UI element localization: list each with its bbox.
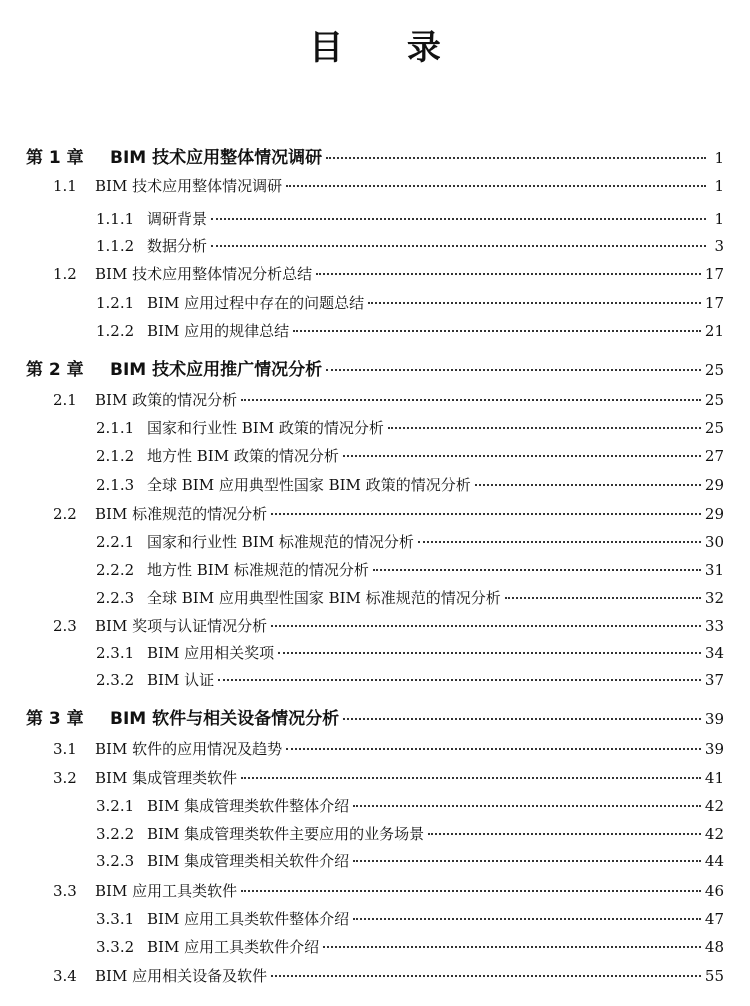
toc-entry-title: BIM 集成管理类软件主要应用的业务场景 [147,824,425,843]
toc-entry-number: 3.2.1 [96,797,135,815]
toc-subsection[interactable] [0,232,724,260]
toc-entry-page: 17 [704,265,724,283]
toc-entry-number: 2.1.3 [96,475,135,494]
toc-entry-title: 全球 BIM 应用典型性国家 BIM 政策的情况分析 [147,475,471,494]
dot-leader [278,652,701,654]
toc-entry-page: 1 [714,209,724,228]
dot-leader [326,369,701,371]
toc-entry-number: 第 2 章 [26,360,84,380]
toc-entry-number: 3.1 [53,740,77,758]
dot-leader [353,860,701,862]
toc-entry-number: 第 1 章 [26,148,84,168]
dot-leader [271,975,701,977]
toc-entry-title: BIM 集成管理类软件 [95,768,238,787]
toc-subsection[interactable] [0,471,724,499]
toc-entry-page: 29 [704,504,724,523]
dot-leader [316,273,701,275]
toc-entry-page: 25 [704,391,724,409]
toc-section[interactable] [0,260,724,288]
toc-entry-number: 3.2 [53,768,77,787]
dot-leader [343,718,701,720]
toc-entry-number: 1.2 [53,265,77,283]
toc-chapter[interactable] [0,144,724,172]
dot-leader [388,427,701,429]
toc-entry-page: 48 [704,938,724,956]
toc-entry-number: 2.2.2 [96,561,135,579]
toc-entry-number: 2.1.1 [96,419,135,437]
toc-entry-title: BIM 技术应用整体情况调研 [95,176,283,195]
toc-entry-page: 47 [704,910,724,928]
toc-subsection[interactable] [0,584,724,612]
toc-entry-title: BIM 软件的应用情况及趋势 [95,740,283,758]
dot-leader [323,946,701,948]
toc-section[interactable] [0,962,724,990]
toc-entry-title: BIM 应用相关设备及软件 [95,967,268,985]
toc-entry-page: 34 [704,643,724,662]
toc-entry-title: BIM 应用工具类软件 [95,881,238,900]
page-title: 目 录 [309,28,467,68]
dot-leader [418,541,701,543]
dot-leader [241,890,701,892]
toc-entry-page: 25 [704,361,724,379]
dot-leader [475,484,701,486]
dot-leader [326,157,706,159]
dot-leader [211,218,706,220]
dot-leader [505,597,701,599]
toc-entry-title: BIM 集成管理类相关软件介绍 [147,852,350,870]
toc-entry-page: 32 [704,589,724,607]
toc-subsection[interactable] [0,905,724,933]
toc-entry-title: BIM 政策的情况分析 [95,391,238,409]
toc-entry-number: 1.2.2 [96,321,135,340]
toc-entry-title: BIM 应用的规律总结 [147,321,290,340]
toc-entry-title: BIM 技术应用推广情况分析 [110,360,323,380]
toc-entry-title: 国家和行业性 BIM 标准规范的情况分析 [147,533,414,551]
toc-subsection[interactable] [0,820,724,848]
toc-entry-page: 42 [704,797,724,815]
dot-leader [293,330,701,332]
toc-subsection[interactable] [0,556,724,584]
toc-entry-number: 1.1.2 [96,236,135,255]
dot-leader [241,777,701,779]
toc-entry-title: BIM 标准规范的情况分析 [95,504,268,523]
toc-subsection[interactable] [0,639,724,667]
toc-entry-page: 42 [704,824,724,843]
toc-entry-number: 2.3 [53,616,77,635]
dot-leader [353,805,701,807]
toc-entry-number: 3.2.2 [96,824,135,843]
dot-leader [286,185,706,187]
toc-entry-page: 29 [704,475,724,494]
toc-entry-title: BIM 应用工具类软件介绍 [147,938,320,956]
dot-leader [368,302,701,304]
toc-entry-title: BIM 技术应用整体情况分析总结 [95,265,313,283]
dot-leader [271,625,701,627]
toc-subsection[interactable] [0,792,724,820]
toc-subsection[interactable] [0,442,724,470]
toc-entry-number: 3.2.3 [96,852,135,870]
toc-subsection[interactable] [0,205,724,233]
toc-entry-title: 地方性 BIM 政策的情况分析 [147,447,339,465]
toc-entry-page: 39 [704,740,724,758]
dot-leader [218,679,701,681]
toc-entry-number: 1.2.1 [96,294,135,312]
toc-entry-page: 55 [704,967,724,985]
toc-entry-number: 2.3.2 [96,671,135,689]
toc-entry-number: 3.4 [53,967,77,985]
toc-section[interactable] [0,735,724,763]
toc-entry-number: 3.3 [53,881,77,900]
toc-entry-page: 27 [704,447,724,465]
dot-leader [428,833,701,835]
toc-section[interactable] [0,877,724,905]
toc-section[interactable] [0,764,724,792]
toc-chapter[interactable] [0,356,724,384]
toc-entry-title: BIM 应用工具类软件整体介绍 [147,910,350,928]
toc-entry-title: 国家和行业性 BIM 政策的情况分析 [147,419,384,437]
toc-entry-number: 2.1.2 [96,447,135,465]
toc-entry-title: BIM 认证 [147,671,215,689]
toc-subsection[interactable] [0,666,724,694]
toc-entry-number: 2.1 [53,391,77,409]
toc-subsection[interactable] [0,847,724,875]
toc-entry-page: 1 [714,176,724,195]
toc-subsection[interactable] [0,414,724,442]
dot-leader [286,748,701,750]
toc-subsection[interactable] [0,528,724,556]
toc-entry-title: BIM 技术应用整体情况调研 [110,148,323,168]
toc-subsection[interactable] [0,933,724,961]
toc-entry-title: 全球 BIM 应用典型性国家 BIM 标准规范的情况分析 [147,589,501,607]
toc-entry-page: 1 [714,149,724,167]
toc-entry-page: 25 [704,419,724,437]
toc-entry-number: 1.1.1 [96,209,135,228]
toc-subsection[interactable] [0,289,724,317]
toc-entry-number: 2.2.1 [96,533,135,551]
toc-entry-number: 3.3.2 [96,938,135,956]
dot-leader [211,245,706,247]
toc-chapter[interactable] [0,705,724,733]
toc-entry-title: 地方性 BIM 标准规范的情况分析 [147,561,369,579]
toc-section[interactable] [0,172,724,200]
toc-entry-number: 2.3.1 [96,643,135,662]
toc-entry-page: 17 [704,294,724,312]
dot-leader [353,918,701,920]
toc-entry-title: BIM 集成管理类软件整体介绍 [147,797,350,815]
toc-section[interactable] [0,386,724,414]
toc-entry-title: BIM 应用相关奖项 [147,643,275,662]
toc-entry-page: 41 [704,768,724,787]
toc-entry-page: 37 [704,671,724,689]
toc-entry-title: 调研背景 [147,209,208,228]
toc-entry-page: 46 [704,881,724,900]
toc-entry-number: 1.1 [53,176,77,195]
toc-entry-number: 3.3.1 [96,910,135,928]
dot-leader [241,399,701,401]
toc-entry-title: BIM 软件与相关设备情况分析 [110,709,340,729]
toc-entry-page: 39 [704,710,724,728]
toc-subsection[interactable] [0,317,724,345]
toc-entry-number: 2.2.3 [96,589,135,607]
dot-leader [343,455,701,457]
toc-entry-page: 33 [704,616,724,635]
toc-entry-title: BIM 奖项与认证情况分析 [95,616,268,635]
toc-entry-page: 31 [704,561,724,579]
dot-leader [373,569,701,571]
toc-entry-page: 3 [714,236,724,255]
dot-leader [271,513,701,515]
toc-section[interactable] [0,612,724,640]
toc-entry-page: 30 [704,533,724,551]
toc-entry-page: 21 [704,321,724,340]
toc-section[interactable] [0,500,724,528]
toc-entry-title: BIM 应用过程中存在的问题总结 [147,294,365,312]
toc-entry-number: 第 3 章 [26,709,84,729]
toc-entry-page: 44 [704,852,724,870]
toc-entry-number: 2.2 [53,504,77,523]
toc-entry-title: 数据分析 [147,236,208,255]
